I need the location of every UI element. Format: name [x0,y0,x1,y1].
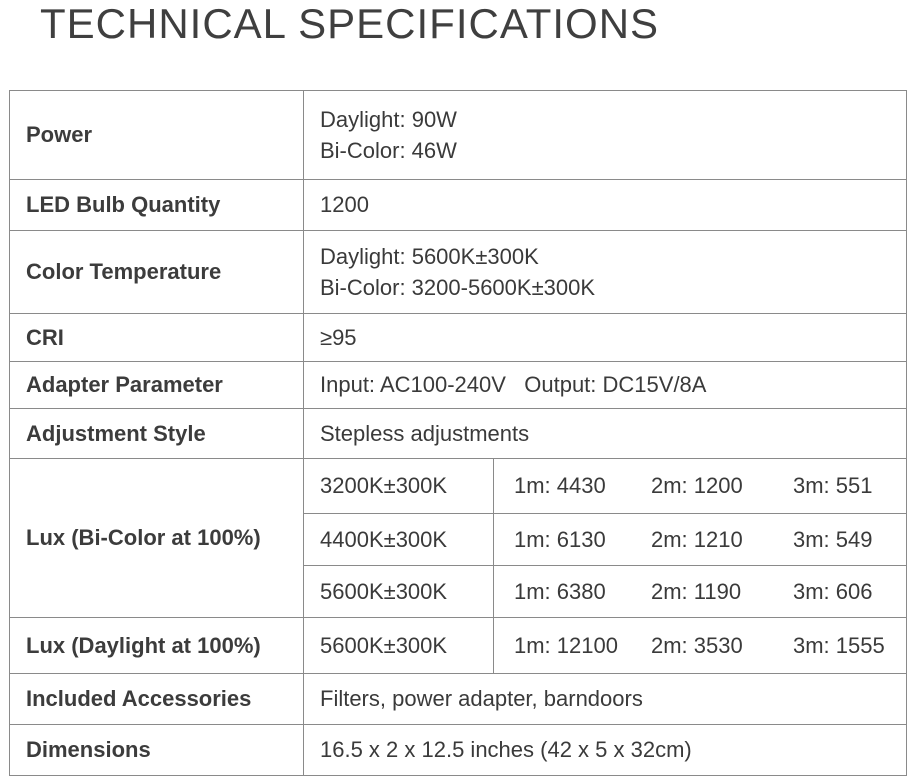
lux-temperature: 5600K±300K [304,566,494,618]
spec-label: Adjustment Style [10,409,304,459]
lux-1m: 1m: 6380 [514,578,606,604]
lux-1m: 1m: 4430 [514,473,606,498]
table-row [10,91,907,180]
spec-value: Input: AC100-240V Output: DC15V/8A [304,362,907,409]
spec-table [9,90,907,776]
spec-value: Filters, power adapter, barndoors [304,674,907,725]
lux-1m: 1m: 12100 [514,632,618,658]
table-row [10,180,907,231]
spec-value: Stepless adjustments [304,409,907,459]
spec-value: 16.5 x 2 x 12.5 inches (42 x 5 x 32cm) [304,725,907,776]
table-row [10,459,907,514]
lux-temperature: 5600K±300K [304,618,494,674]
spec-label: CRI [10,314,304,362]
lux-2m: 2m: 1190 [651,578,742,604]
lux-2m: 2m: 1200 [651,473,743,498]
spec-label: Included Accessories [10,674,304,725]
lux-2m: 2m: 1210 [651,526,743,552]
table-row [10,674,907,725]
page-title: TECHNICAL SPECIFICATIONS [40,0,660,47]
table-row [10,362,907,409]
lux-values [494,514,907,566]
lux-values [494,459,907,514]
lux-values [494,618,907,674]
lux-3m: 3m: 606 [793,578,873,604]
lux-temperature: 3200K±300K [304,459,494,514]
lux-values [494,566,907,618]
table-row [10,725,907,776]
spec-value: 1200 [304,180,907,231]
table-row [10,314,907,362]
spec-label: LED Bulb Quantity [10,180,304,231]
spec-value-line: Daylight: 5600K±300K [320,244,539,269]
table-row [10,231,907,314]
lux-3m: 3m: 551 [793,473,873,498]
lux-1m: 1m: 6130 [514,526,606,552]
spec-label: Adapter Parameter [10,362,304,409]
lux-3m: 3m: 1555 [793,632,885,658]
table-row [10,618,907,674]
lux-2m: 2m: 3530 [651,632,743,658]
spec-label: Dimensions [10,725,304,776]
spec-value [304,231,907,314]
spec-label: Power [10,91,304,180]
table-row [10,409,907,459]
lux-temperature: 4400K±300K [304,514,494,566]
spec-value-line: Bi-Color: 46W [320,138,457,163]
spec-label: Lux (Bi-Color at 100%) [10,459,304,618]
spec-label: Color Temperature [10,231,304,314]
spec-value-line: Daylight: 90W [320,107,457,132]
spec-value: ≥95 [304,314,907,362]
spec-label: Lux (Daylight at 100%) [10,618,304,674]
lux-3m: 3m: 549 [793,526,873,552]
spec-value-line: Bi-Color: 3200-5600K±300K [320,275,596,300]
spec-value [304,91,907,180]
